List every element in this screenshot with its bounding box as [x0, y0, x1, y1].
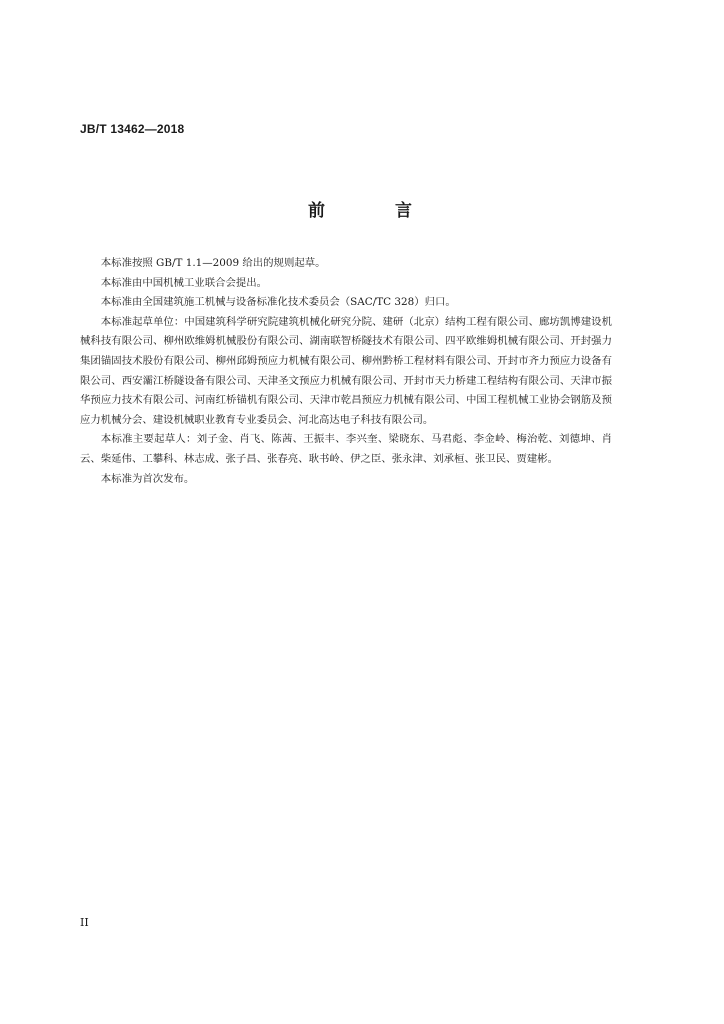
foreword-body	[80, 254, 612, 489]
paragraph-drafting-rules: 本标准按照 GB/T 1.1—2009 给出的规则起草。	[100, 257, 326, 269]
page-number: II	[80, 916, 89, 929]
paragraph-proposer: 本标准由中国机械工业联合会提出。	[100, 276, 268, 289]
paragraph-first-release: 本标准为首次发布。	[100, 472, 195, 485]
paragraph-committee: 本标准由全国建筑施工机械与设备标准化技术委员会（SAC/TC 328）归口。	[100, 296, 456, 309]
standard-code-header: JB/T 13462—2018	[80, 122, 185, 136]
paragraph-drafting-units: 本标准起草单位：中国建筑科学研究院建筑机械化研究分院、建研（北京）结构工程有限公司、廊坊凯博建设机械科技有限公司、柳州欧维姆机械股份有限公司、湖南联智桥隧技术有限公司、四平欧维姆机械有限公司、开封强力集团锚固技术股份有限公司、柳州邱姆预应力机械有限公司、柳州黔桥工程材料有限公司、开封市齐力预应力设备有限公司、西安灞江桥隧设备有限公司、天津圣文预应力机械有限公司、开封市天力桥建工程结构有限公司、天津市振华预应力技术有限公司、河南红桥锚机有限公司、天津市乾昌预应力机械有限公司、中国工程机械工业协会钢筋及预应力机械分会、建设机械职业教育专业委员会、河北高达电子科技有限公司。	[80, 315, 612, 426]
paragraph-drafters: 本标准主要起草人：刘子金、肖飞、陈茜、王振丰、李兴奎、梁晓东、马君彪、李金岭、梅治乾、刘德坤、肖云、柴延伟、工攀科、林志成、张子昌、张春亮、耿书岭、伊之臣、张永津、刘承桓、张卫民、贾建彬。	[80, 433, 612, 465]
page-title: 前 言	[308, 201, 444, 221]
